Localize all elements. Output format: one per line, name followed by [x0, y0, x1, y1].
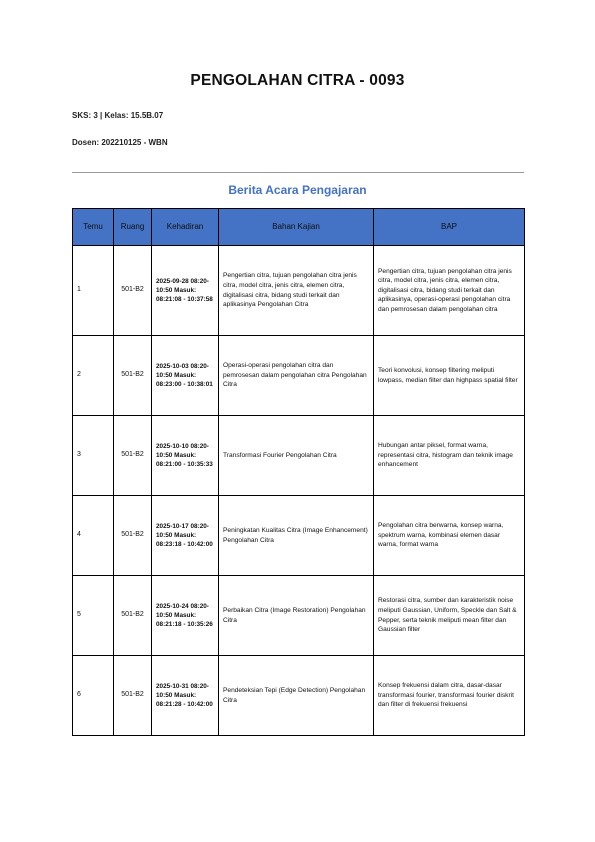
cell-bap: Pengertian citra, tujuan pengolahan citra jenis citra, model citra, jenis citra, elemen citra, digitalisasi citra, bidang studi terkait dan aplikasinya, operasi-operasi pengolahan citra dan pemrosesan dalam pengolahan citra — [374, 246, 525, 336]
sks-kelas-info: SKS: 3 | Kelas: 15.5B.07 — [72, 111, 164, 120]
cell-bap: Pengolahan citra berwarna, konsep warna, spektrum warna, kombinasi elemen dasar warna, format warna — [374, 496, 525, 576]
cell-temu: 6 — [73, 656, 114, 736]
cell-temu: 3 — [73, 416, 114, 496]
cell-bahan-kajian: Transformasi Fourier Pengolahan Citra — [219, 416, 374, 496]
divider — [72, 172, 524, 173]
cell-temu: 5 — [73, 576, 114, 656]
header-kehadiran: Kehadiran — [152, 209, 219, 246]
header-bahan-kajian: Bahan Kajian — [219, 209, 374, 246]
cell-temu: 1 — [73, 246, 114, 336]
page-title: PENGOLAHAN CITRA - 0093 — [190, 72, 405, 89]
cell-ruang: 501-B2 — [114, 246, 152, 336]
cell-temu: 4 — [73, 496, 114, 576]
table-row — [73, 576, 525, 656]
dosen-info: Dosen: 202210125 - WBN — [72, 138, 168, 147]
cell-bap: Teori konvolusi, konsep filtering meliputi lowpass, median filter dan highpass spatial filter — [374, 336, 525, 416]
cell-kehadiran: 2025-09-28 08:20-10:50 Masuk: 08:21:08 - 10:37:58 — [152, 246, 219, 336]
cell-kehadiran: 2025-10-17 08:20-10:50 Masuk: 08:23:18 - 10:42:00 — [152, 496, 219, 576]
cell-bahan-kajian: Operasi-operasi pengolahan citra dan pemrosesan dalam pengolahan citra Pengolahan Citra — [219, 336, 374, 416]
header-bap: BAP — [374, 209, 525, 246]
cell-bap: Hubungan antar piksel, format warna, representasi citra, histogram dan teknik image enhancement — [374, 416, 525, 496]
table-row — [73, 246, 525, 336]
table-row — [73, 416, 525, 496]
cell-bahan-kajian: Pengertian citra, tujuan pengolahan citra jenis citra, model citra, jenis citra, elemen citra, digitalisasi citra, bidang studi terkait dan aplikasinya Pengolahan Citra — [219, 246, 374, 336]
table-row — [73, 496, 525, 576]
cell-kehadiran: 2025-10-03 08:20-10:50 Masuk: 08:23:00 - 10:38:01 — [152, 336, 219, 416]
cell-bahan-kajian: Perbaikan Citra (Image Restoration) Pengolahan Citra — [219, 576, 374, 656]
table-row — [73, 656, 525, 736]
header-ruang: Ruang — [114, 209, 152, 246]
cell-ruang: 501-B2 — [114, 336, 152, 416]
cell-kehadiran: 2025-10-10 08:20-10:50 Masuk: 08:21:00 - 10:35:33 — [152, 416, 219, 496]
cell-ruang: 501-B2 — [114, 496, 152, 576]
cell-kehadiran: 2025-10-24 08:20-10:50 Masuk: 08:21:18 - 10:35:26 — [152, 576, 219, 656]
section-title: Berita Acara Pengajaran — [228, 183, 367, 197]
header-temu: Temu — [73, 209, 114, 246]
cell-bahan-kajian: Peningkatan Kualitas Citra (Image Enhancement) Pengolahan Citra — [219, 496, 374, 576]
cell-ruang: 501-B2 — [114, 416, 152, 496]
cell-temu: 2 — [73, 336, 114, 416]
cell-ruang: 501-B2 — [114, 656, 152, 736]
table-header-row — [73, 209, 525, 246]
cell-bap: Restorasi citra, sumber dan karakteristik noise meliputi Gaussian, Uniform, Speckle dan Salt & Pepper, serta teknik meliputi mean filter dan Gaussian filter — [374, 576, 525, 656]
bap-table — [72, 208, 525, 736]
cell-kehadiran: 2025-10-31 08:20-10:50 Masuk: 08:21:28 - 10:42:00 — [152, 656, 219, 736]
cell-bap: Konsep frekuensi dalam citra, dasar-dasar transformasi fourier, transformasi fourier diskrit dan filter di frekuensi frekuensi — [374, 656, 525, 736]
cell-ruang: 501-B2 — [114, 576, 152, 656]
table-row — [73, 336, 525, 416]
cell-bahan-kajian: Pendeteksian Tepi (Edge Detection) Pengolahan Citra — [219, 656, 374, 736]
